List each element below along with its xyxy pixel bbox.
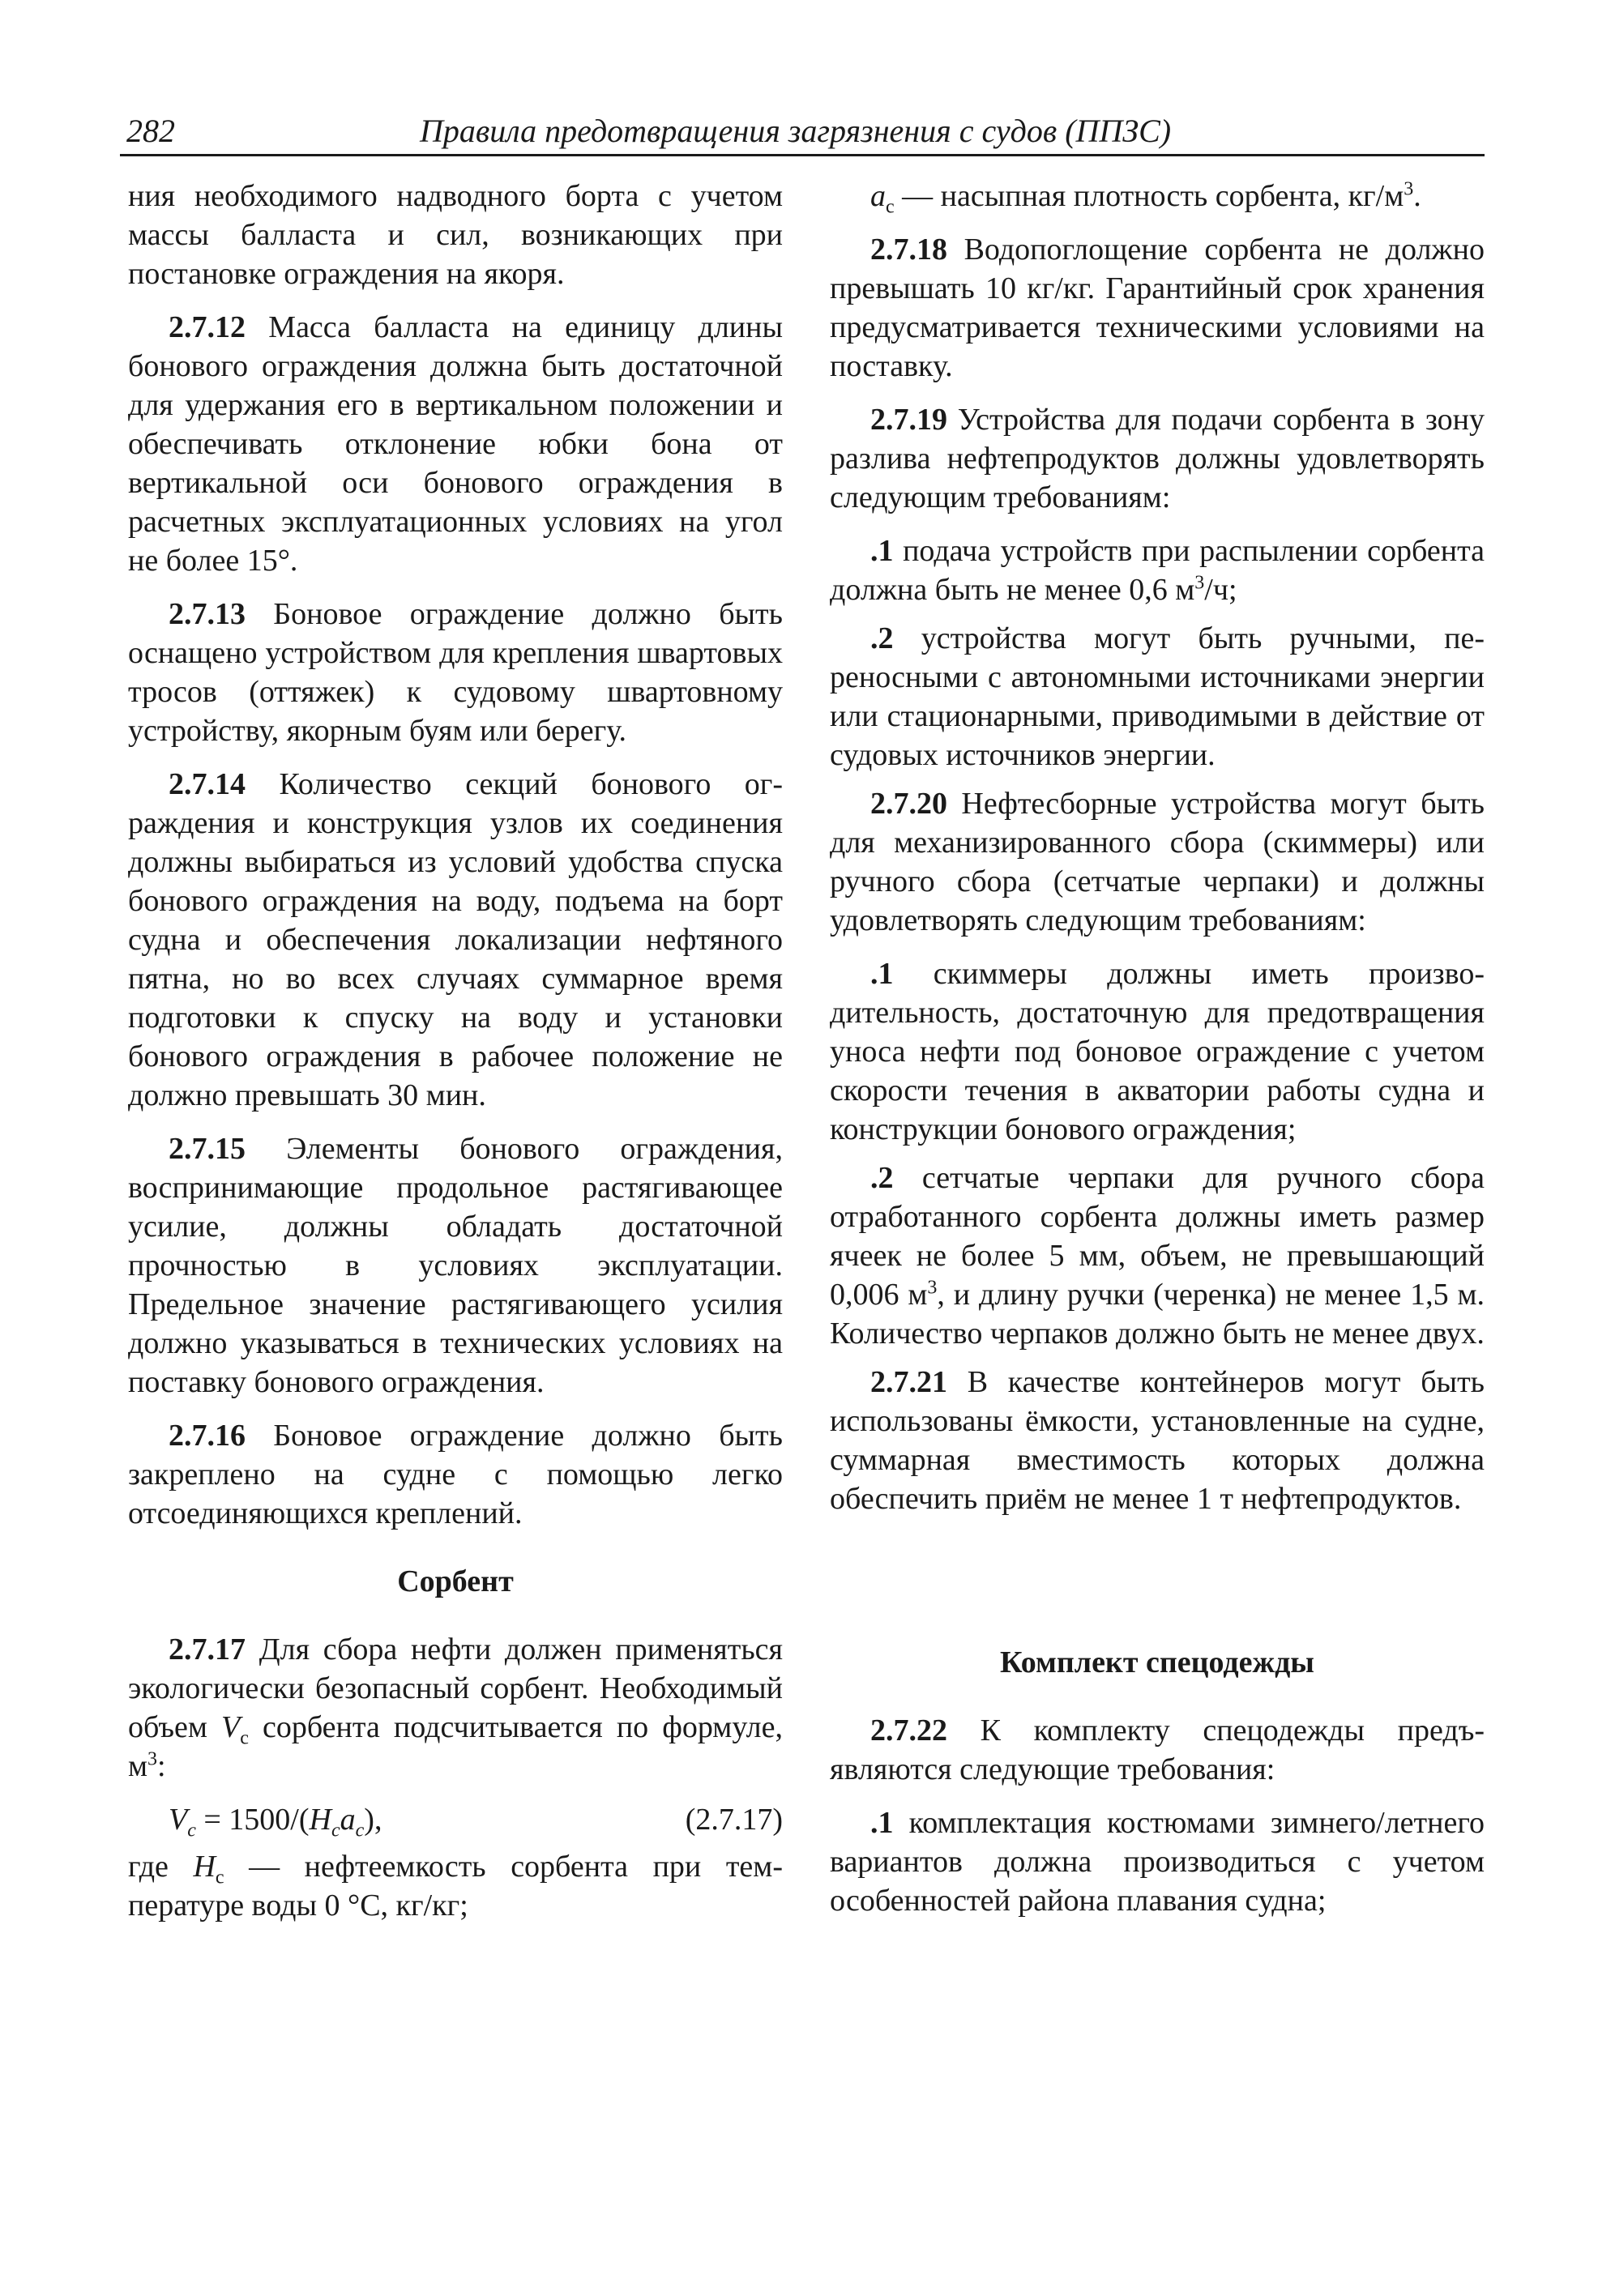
formula-number: (2.7.17) [685,1803,783,1837]
clause-2-7-12: 2.7.12 Масса балласта на единицу длины бонового ограждения должна быть достаточной для удержания его в вертикальном положении и обеспечивать отклонение юбки бона от вертикальной оси бонового ограждения в расчетных эксплуатационных условиях на угол не более 15°. [128,310,783,578]
page-number: 282 [126,113,175,149]
clause-2-7-16: 2.7.16 Боновое ограждение должно быть закреплено на судне с помощью легко отсоединяющихся креплений. [128,1419,783,1530]
paragraph-continuation: ния необходимого надводного борта с учетом массы балласта и сил, возникающих при постановке ограждения на якоря. [128,179,783,291]
clause-2-7-17: 2.7.17 Для сбора нефти должен применяться экологически безопасный сорбент. Необходимый объем $V_с$ сорбента подсчитывается по формуле, $м^3$: [128,1632,783,1783]
clause-2-7-13: 2.7.13 Боновое ограждение должно быть оснащено устройством для крепления швартовых тросов (оттяжек) к судовому швартовному устройству, якорным буям или берегу. [128,597,783,748]
formula-explanation-hc: где $H_с$ — нефтеемкость сорбента при температуре воды 0 °С, кг/кг; [128,1850,783,1923]
formula-explanation-ac: $a_с$ — насыпная плотность сорбента, $кг/м^3$. [870,178,1421,218]
clause-2-7-18: 2.7.18 Водопоглощение сорбента не должно превышать 10 кг/кг. Гарантийный срок хранения предусматривается техническими условиями на поставку. [830,233,1485,383]
formula-expression: $V_с = 1500/(H_сa_с)$, [169,1803,382,1841]
running-title: Правила предотвращения загрязнения с судов (ППЗС) [420,113,1172,149]
spacer [830,1533,1485,1614]
clause-2-7-15: 2.7.15 Элементы бонового ограждения, воспринимающие продольное растягивающее усилие, должны обладать достаточной прочностью в условиях эксплуатации. Предельное значение растягивающего усилия должно указываться в технических условиях на поставку бонового ограждения. [128,1132,783,1399]
clause-2-7-22-item-1: .1 комплектация костюмами зимнего/летнего вариантов должна производиться с учетом особенностей района плавания судна; [830,1806,1485,1918]
right-column [830,177,1485,1930]
section-heading-kit: Комплект спецодежды [1000,1645,1314,1679]
clause-2-7-19-item-2: .2 устройства могут быть ручными, переносными с автономными источниками энергии или стационарными, приводимыми в действие от судовых источников энергии. [830,621,1485,772]
formula-2-7-17 [128,1800,783,1839]
clause-2-7-20-item-2: .2 сетчатые черпаки для ручного сбора отработанного сорбента должны иметь размер ячеек не более 5 мм, объем, не превышающий 0,006 $м^3$, и длину ручки (черенка) не менее 1,5 м. Количество черпаков должно быть не менее двух. [830,1161,1485,1351]
left-column [128,177,783,1940]
clause-2-7-19: 2.7.19 Устройства для подачи сорбента в зону разлива нефтепродуктов должны удовлетворять следующим требованиям: [830,403,1485,514]
page-header [120,112,1485,156]
clause-2-7-20-item-1: .1 скиммеры должны иметь производительность, достаточную для предотвращения уноса нефти под боновое ограждение с учетом скорости течения в акватории работы судна и конструкции бонового ограждения; [830,957,1485,1146]
clause-2-7-14: 2.7.14 Количество секций бонового ограждения и конструкция узлов их соединения должны выбираться из условий удобства спуска бонового ограждения на воду, подъема на борт судна и обеспечения локализации нефтяного пятна, но во всех случаях суммарное время подготовки к спуску на воду и установки бонового ограждения в рабочее положение не должно превышать 30 мин. [128,767,783,1112]
clause-2-7-21: 2.7.21 В качестве контейнеров могут быть использованы ёмкости, установленные на судне, суммарная вместимость которых должна обеспечить приём не менее 1 т нефтепродуктов. [830,1365,1485,1516]
clause-2-7-19-item-1: .1 подача устройств при распылении сорбента должна быть не менее 0,6 $м^3/ч$; [830,534,1485,607]
section-heading-sorbent: Сорбент [397,1564,514,1598]
clause-2-7-22: 2.7.22 К комплекту спецодежды предъявляются следующие требования: [830,1713,1485,1786]
clause-2-7-20: 2.7.20 Нефтесборные устройства могут быть для механизированного сбора (скиммеры) или ручного сбора (сетчатые черпаки) и должны удовлетворять следующим требованиям: [830,787,1485,937]
